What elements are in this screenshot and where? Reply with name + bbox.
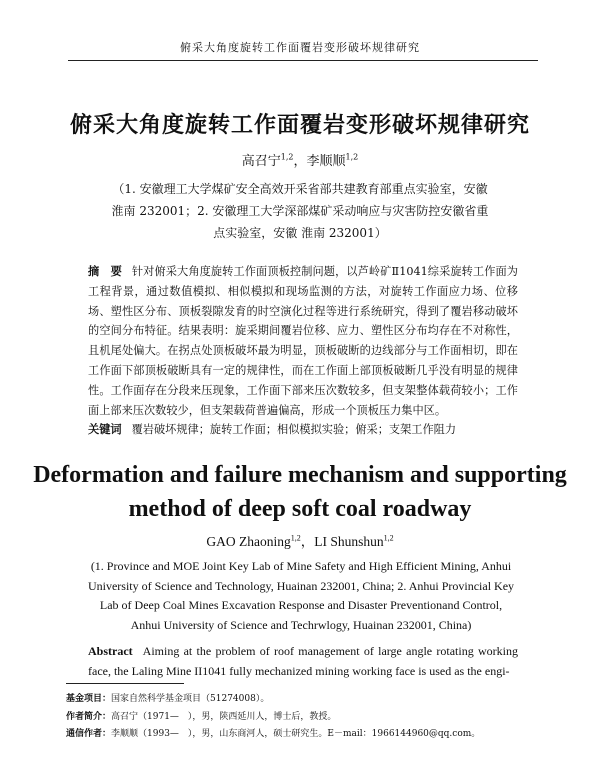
- english-author-1-sup: 1,2: [290, 533, 301, 543]
- chinese-abstract-text: 针对俯采大角度旋转工作面顶板控制问题，以芦岭矿Ⅱ1041综采旋转工作面为工程背景，通过数值模拟、相似模拟和现场监测的方法，对旋转工作面应力场、位移场、塑性区分布、顶板裂隙发育的时空演化过程等进行系统研究，得到了覆岩移动破坏的空间分布特征。结果表明：旋采期间覆岩位移、应力、塑性区分布均存在不对称性，且机尾处偏大。在拐点处顶板破坏最为明显，顶板破断的边线部分与工作面相切，即在工作面下部顶板破断具有一定的规律性，而在工作面上部顶板破断几乎没有明显的规律性。工作面存在分段来压现象，工作面下部来压次数较多，但支架整体载荷较小；工作面上部来压次数较少，但支架载荷普遍偏高，形成一个顶板压力集中区。: [88, 265, 518, 417]
- english-author-2: LI Shunshun: [314, 534, 384, 549]
- footnote-fund: [66, 691, 536, 709]
- english-authors: [0, 530, 600, 550]
- footnote-corresponding: [66, 726, 536, 744]
- chinese-author-1-sup: 1,2: [280, 152, 294, 162]
- chinese-author-2-sup: 1,2: [345, 152, 359, 162]
- chinese-title: 俯采大角度旋转工作面覆岩变形破坏规律研究: [69, 112, 530, 138]
- chinese-keywords-text: 覆岩破坏规律；旋转工作面；相似模拟实验；俯采；支架工作阻力: [131, 423, 457, 436]
- chinese-keywords: [88, 420, 518, 439]
- footnote-corr-text: 李顺顺（1993— ），男，山东商河人，硕士研究生。E－mail：1966144960@qq.com。: [111, 729, 481, 739]
- running-header: 俯采大角度旋转工作面覆岩变形破坏规律研究: [180, 41, 420, 54]
- english-author-2-sup: 1,2: [383, 533, 394, 543]
- footnote-corr-label: 通信作者：: [66, 729, 112, 739]
- english-abstract: [88, 641, 518, 681]
- chinese-keywords-label: 关键词: [88, 423, 122, 436]
- footnote-bio-label: 作者简介：: [66, 711, 112, 722]
- header-rule: [68, 60, 538, 61]
- english-abstract-label: Abstract: [88, 644, 133, 658]
- footnote-fund-text: 国家自然科学基金项目（51274008）。: [111, 694, 270, 704]
- english-affiliation: (1. Province and MOE Joint Key Lab of Mine Safety and High Efficient Mining, Anhui University of Science and Technology, Huainan 232001, China; 2. Anhui Provincial Key Lab of Deep Coal Mines Excavation Response and Disaster Preventionand Control, Anhui University of Science and Techrwlogy, Huainan 232001, China): [87, 559, 515, 632]
- chinese-affiliation: （1. 安徽理工大学煤矿安全高效开采省部共建教育部重点实验室，安徽 淮南 232001；2. 安徽理工大学深部煤矿采动响应与灾害防控安徽省重点实验室，安徽 淮南 232001）: [111, 182, 489, 240]
- footnote-bio-text: 高召宁（1971— ），男，陕西延川人，博士后，教授。: [111, 711, 337, 722]
- english-abstract-text: Aiming at the problem of roof management of large angle rotating working face, the Laling Mine II1041 fully mechanized mining working face is used as the engi-: [88, 644, 518, 678]
- footnotes: [66, 691, 536, 744]
- footnote-fund-label: 基金项目：: [66, 694, 112, 704]
- chinese-author-1: 高召宁: [241, 154, 281, 169]
- chinese-abstract-label: 摘 要: [88, 265, 122, 278]
- chinese-abstract: [88, 262, 518, 420]
- chinese-authors: [0, 150, 600, 169]
- footnote-rule: [66, 683, 184, 684]
- author-separator: ，: [293, 154, 307, 169]
- english-title: Deformation and failure mechanism and supporting method of deep soft coal roadway: [33, 462, 567, 522]
- english-author-1: GAO Zhaoning: [206, 534, 291, 549]
- footnote-author-bio: [66, 709, 536, 727]
- english-author-separator: ，: [300, 534, 315, 549]
- chinese-author-2: 李顺顺: [306, 154, 346, 169]
